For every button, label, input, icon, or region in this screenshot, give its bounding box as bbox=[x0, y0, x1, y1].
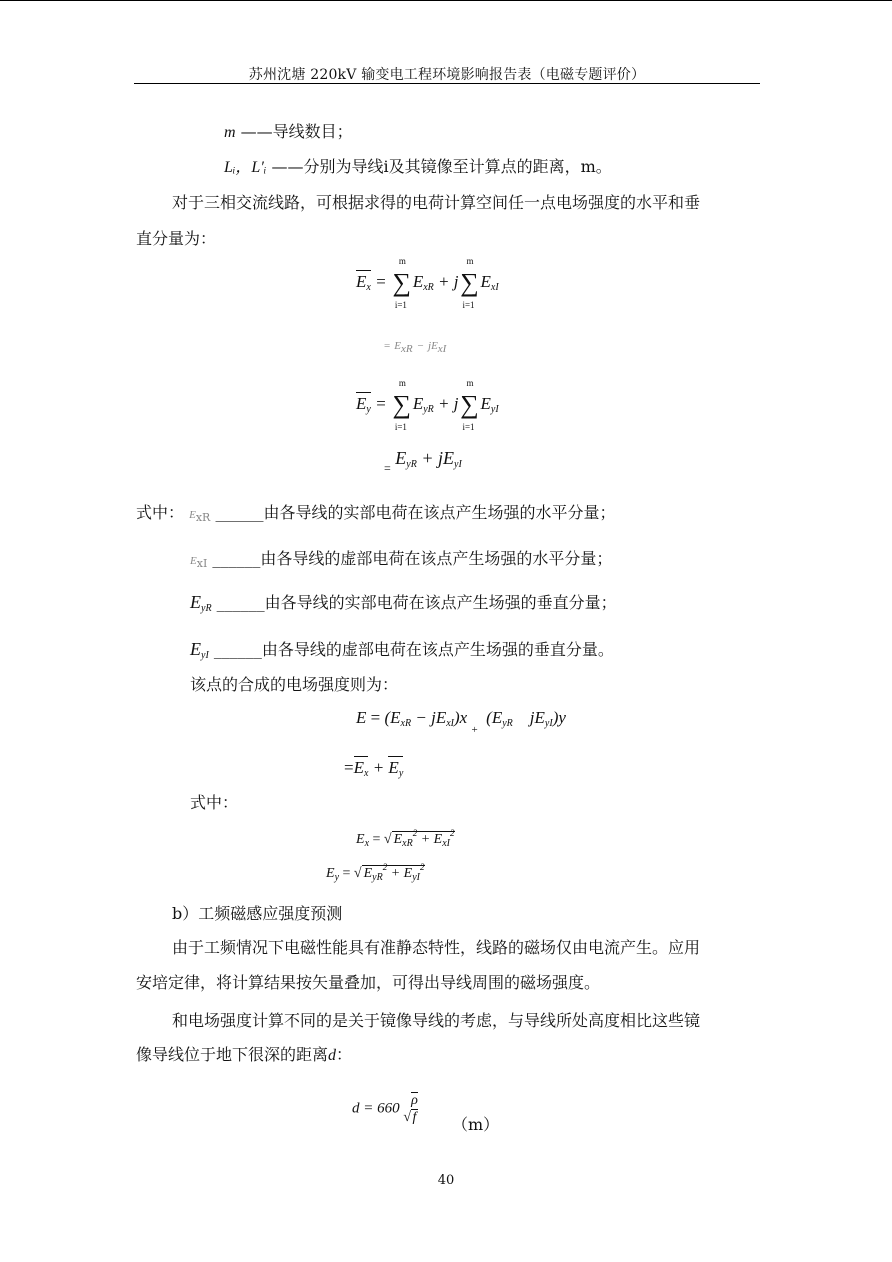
paragraph-3b: 像导线位于地下很深的距离d： bbox=[136, 1045, 353, 1064]
combined-label: 该点的合成的电场强度则为： bbox=[190, 675, 399, 694]
paragraph-2a: 由于工频情况下电磁性能具有准静态特性，线路的磁场仅由电流产生。应用 bbox=[172, 938, 701, 957]
paragraph-1b: 直分量为： bbox=[136, 229, 217, 248]
equation-ex-magnitude: $E_x$ = √ $E_{xR}^2 + E_{xI}^2$ bbox=[356, 828, 455, 849]
def-L-text: ——分别为导线i及其镜像至计算点的距离，m。 bbox=[271, 157, 612, 176]
section-b-heading: b）工频磁感应强度预测 bbox=[172, 904, 343, 923]
where-definition-xr: 式中： $E_{xR}$ ______由各导线的实部电荷在该点产生场强的水平分量； bbox=[136, 503, 616, 524]
unit-m: （m） bbox=[452, 1115, 500, 1134]
page-number: 40 bbox=[437, 1173, 455, 1188]
equation-ey-magnitude: $E_y$ = √ $E_{yR}^2 + E_{yI}^2$ bbox=[326, 862, 425, 883]
definition-yi: $E_{yI}$ ______由各导线的虚部电荷在该点产生场强的垂直分量。 bbox=[190, 639, 614, 661]
definition-xi: $E_{xI}$ ______由各导线的虚部电荷在该点产生场强的水平分量； bbox=[190, 549, 613, 570]
paragraph-1a: 对于三相交流线路，可根据求得的电荷计算空间任一点电场强度的水平和垂 bbox=[172, 193, 701, 212]
equation-ex-result: = $E_{xR} - jE_{xI}$ bbox=[384, 340, 447, 355]
symbol-L: Lᵢ，L′ᵢ bbox=[224, 159, 267, 176]
definition-yr: $E_{yR}$ ______由各导线的实部电荷在该点产生场强的垂直分量； bbox=[190, 592, 617, 614]
equation-ex-sum: $E_x$ = ∑ m i=1 $E_{xR} + j\sum$ m i=1 $E_{xI}$ bbox=[356, 256, 499, 310]
equation-ey-sum: $E_y$ = ∑ m i=1 $E_{yR} + j\sum$ m i=1 $E_{yI}$ bbox=[356, 378, 499, 432]
header-rule bbox=[134, 83, 760, 84]
equation-combined-sum: $=E_x + E_y$ bbox=[344, 758, 404, 779]
equation-ey-result: $_=$ $E_{yR} + jE_{yI}$ bbox=[384, 448, 462, 475]
def-m-line bbox=[224, 122, 353, 143]
symbol-m: m bbox=[224, 124, 236, 141]
equation-combined: $E = (E_{xR} - jE_{xI})x$ $_+$ ($E_{yR}$ $jE_{yI})y$ bbox=[356, 708, 566, 736]
equation-depth: d = 660 √ $\frac{\rho}{f}$ bbox=[352, 1093, 418, 1125]
top-border bbox=[0, 0, 892, 1]
paragraph-2b: 安培定律，将计算结果按矢量叠加，可得出导线周围的磁场强度。 bbox=[136, 973, 601, 992]
def-L-line bbox=[224, 157, 612, 178]
where-label-2: 式中： bbox=[190, 793, 239, 812]
paragraph-3a: 和电场强度计算不同的是关于镜像导线的考虑，与导线所处高度相比这些镜 bbox=[172, 1011, 701, 1030]
where-label: 式中： bbox=[136, 503, 185, 522]
page-header: 苏州沈塘 220kV 输变电工程环境影响报告表（电磁专题评价） bbox=[248, 67, 646, 83]
def-m-text: ——导线数目； bbox=[240, 122, 353, 141]
